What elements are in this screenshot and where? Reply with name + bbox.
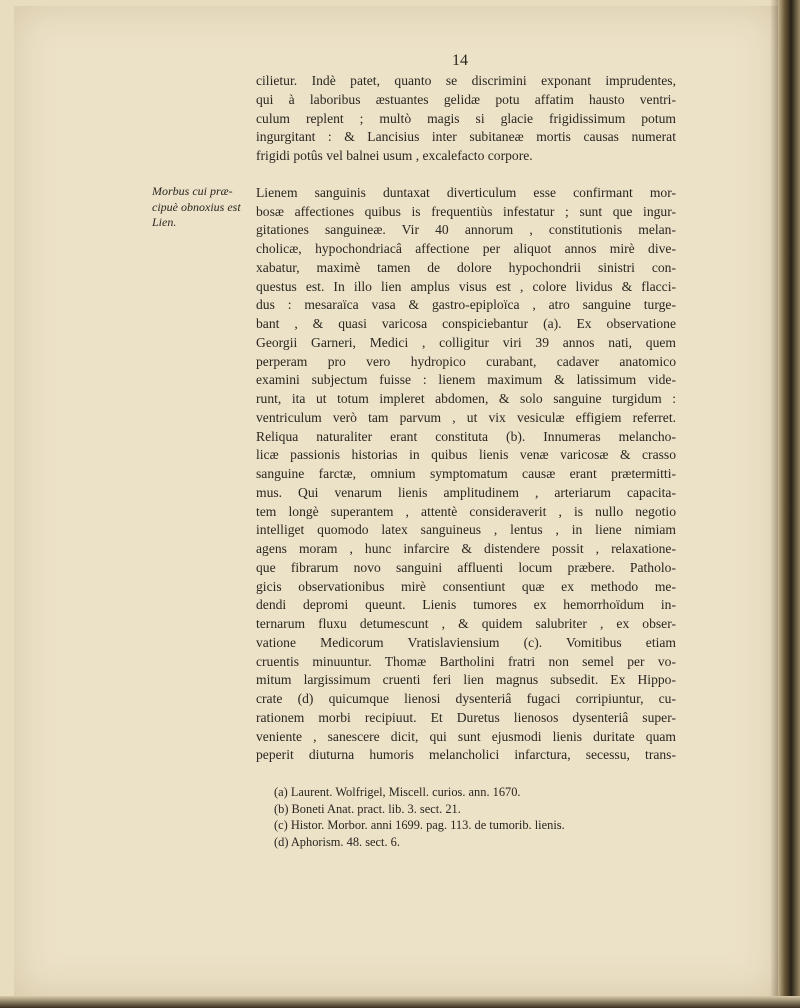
text-line: peperit diuturna humoris melancholici infarctura, secessu, trans-	[256, 747, 676, 763]
marginal-note-line: cipuè obnoxius est	[152, 199, 241, 214]
text-line: vatione Medicorum Vratislaviensium (c). Vomitibus etiam	[256, 634, 676, 650]
text-line: licæ passionis historias in quibus lienis venæ varicosæ & crasso	[256, 447, 676, 463]
text-line: ternarum fluxu detumescunt , & quidem salubriter , ex obser-	[256, 616, 676, 631]
text-line: Lienem sanguinis duntaxat diverticulum esse confirmant mor-	[256, 184, 676, 200]
text-line: veniente , sanescere dicit, qui sunt ejusmodi lienis duritate quam	[256, 728, 676, 744]
page-number: 14	[452, 52, 468, 69]
text-line: ingurgitant : & Lancisius inter subitaneæ mortis causas numerat	[256, 129, 676, 145]
text-line: Reliqua naturaliter erant constituta (b). Innumeras melancho-	[256, 428, 676, 444]
text-line: questus est. In illo lien amplus visus est , colore lividus & flacci-	[256, 278, 676, 294]
text-line: cruentis minuuntur. Thomæ Bartholini fratri non semel per vo-	[256, 653, 676, 669]
text-line: cholicæ, hypochondriacâ affectione per aliquot annos mirè dive-	[256, 241, 676, 256]
text-line: culum replent ; multò magis si glacie frigidissimum potum	[256, 110, 676, 126]
footnotes	[274, 784, 674, 850]
footnote: (a) Laurent. Wolfrigel, Miscell. curios. ann. 1670.	[274, 785, 521, 799]
text-line: bant , & quasi varicosa conspiciebantur (a). Ex observatione	[256, 316, 676, 331]
body-text	[256, 72, 676, 765]
paragraph-1	[256, 72, 676, 166]
footnote: (d) Aphorism. 48. sect. 6.	[274, 834, 400, 849]
text-line: Georgii Garneri, Medici , colligitur viri 39 annos nati, quem	[256, 334, 676, 350]
text-line: examini subjectum fuisse : lienem maximum & latissimum vide-	[256, 372, 676, 388]
marginal-note	[152, 184, 247, 231]
text-line: sanguine farctæ, omnium symptomatum causæ erant prætermitti-	[256, 466, 676, 481]
paragraph-2	[256, 184, 676, 765]
text-line: gitationes sanguineæ. Vir 40 annorum , constitutionis melan-	[256, 222, 676, 238]
page-bottom-edge	[0, 996, 800, 1008]
text-line: rationem morbi recipiuut. Et Duretus lienosos dysenteriâ super-	[256, 709, 676, 725]
text-line: bosæ affectiones quibus is frequentiùs infestatur ; sunt que ingur-	[256, 203, 676, 219]
footnote: (b) Boneti Anat. pract. lib. 3. sect. 21.	[274, 801, 461, 816]
text-line: frigidi potûs vel balnei usum , excalefacto corpore.	[256, 148, 533, 163]
text-line: runt, ita ut totum impleret abdomen, & solo sanguine turgidum :	[256, 391, 676, 406]
text-line: que fibrarum novo sanguini affluenti locum præbere. Patholo-	[256, 559, 676, 575]
text-line: tem longè superantem , attentè consideraverit , is nullo negotio	[256, 503, 676, 519]
text-line: gicis observationibus mirè consentiunt quæ ex methodo me-	[256, 578, 676, 594]
text-line: perperam pro vero hydropico curabant, cadaver anatomico	[256, 353, 676, 369]
text-line: dendi depromi queunt. Lienis tumores ex hemorrhoïdum in-	[256, 597, 676, 613]
text-line: dus : mesaraïca vasa & gastro-epiploïca , atro sanguine turge-	[256, 297, 676, 313]
text-line: qui à laboribus æstuantes gelidæ potu affatim hausto ventri-	[256, 91, 676, 107]
book-binding	[778, 0, 800, 1008]
text-line: mitum largissimum cruenti feri lien magnus subsedit. Ex Hippo-	[256, 672, 676, 688]
paragraph-gap	[256, 166, 676, 184]
text-line: crate (d) quicumque lienosi dysenteriâ fugaci corripiuntur, cu-	[256, 691, 676, 706]
text-line: xabatur, maximè tamen de dolore hypochondrii sinistri con-	[256, 259, 676, 275]
binding-shadow	[770, 0, 778, 1008]
marginal-note-line: Lien.	[152, 215, 177, 229]
text-line: agens moram , hunc infarcire & distendere possit , relaxatione-	[256, 541, 676, 556]
text-line: ventriculum verò tam parvum , ut vix vesiculæ effigiem referret.	[256, 409, 676, 425]
text-line: intelliget quomodo latex sanguineus , lentus , in liene nimiam	[256, 522, 676, 538]
text-line: mus. Qui venarum lienis amplitudinem , arteriarum capacita-	[256, 484, 676, 500]
text-line: cilietur. Indè patet, quanto se discrimini exponant imprudentes,	[256, 73, 676, 88]
marginal-note-line: Morbus cui præ-	[152, 184, 233, 198]
footnote: (c) Histor. Morbor. anni 1699. pag. 113. de tumorib. lienis.	[274, 818, 565, 832]
